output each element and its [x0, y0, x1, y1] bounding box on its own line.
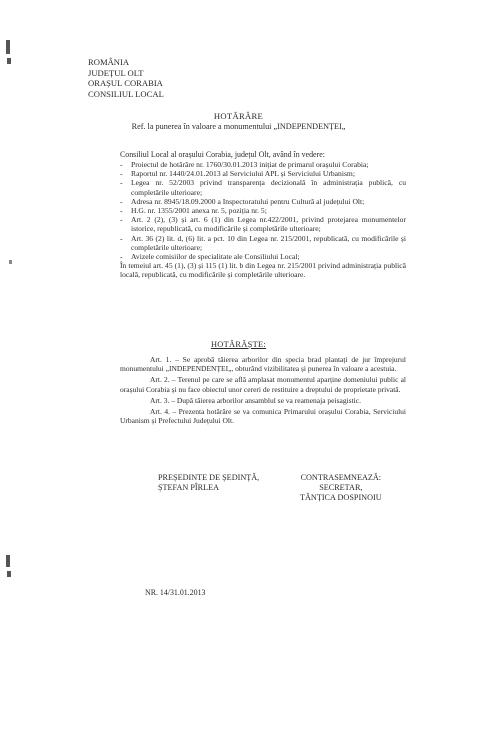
document-title: HOTĂRÂRE [213, 111, 264, 121]
list-dash: - [120, 252, 123, 262]
scan-mark [9, 260, 12, 264]
secretary-title: SECRETAR, [319, 483, 363, 492]
articles-section [120, 355, 406, 427]
consideration-item [120, 206, 406, 215]
legal-basis-text: În temeiul art. 45 (1), (3) și 115 (1) lit. b din Legea nr. 215/2001 privind administrația publică locală, republicată, cu modificările și completările ulterioare. [120, 261, 406, 280]
intro-text: Consiliul Local al orașului Corabia, județul Olt, având în vedere: [120, 150, 325, 159]
header-council: CONSILIUL LOCAL [88, 88, 164, 99]
list-dash: - [120, 233, 123, 243]
secretary-name: TĂNȚICA DOSPINOIU [300, 493, 382, 502]
consideration-text: Proiectul de hotărâre nr. 1760/30.01.2013 inițiat de primarul orașului Corabia; [131, 160, 369, 169]
list-dash: - [120, 178, 123, 188]
consideration-text: Art. 2 (2), (3) și art. 6 (1) din Legea nr.422/2001, privind protejarea monumentelor istorice, republicată, cu modificările și completările ulterioare; [131, 215, 406, 234]
consideration-text: Art. 36 (2) lit. d, (6) lit. a pct. 10 din Legea nr. 215/2001, republicată, cu modificările și completările ulterioare; [131, 233, 406, 252]
hole-punch-mark [6, 40, 10, 54]
article-4: Art. 4. – Prezenta hotărâre se va comunica Primarului orașului Corabia, Serviciului Urbanism și Prefectului Județului Olt. [120, 407, 406, 426]
signature-block-president [158, 473, 259, 493]
header-country: ROMÂNIA [88, 57, 130, 67]
article-3: Art. 3. – După tăierea arborilor ansamblul se va reamenaja peisagistic. [150, 395, 361, 405]
article-1: Art. 1. – Se aprobă tăierea arborilor din specia brad plantați de jur împrejurul monumentului „INDEPENDENȚEI„, obturând vizibilitatea și punerea în valoare a acestuia. [120, 355, 406, 374]
header-town: ORAȘUL CORABIA [88, 78, 163, 89]
consideration-text: Raportul nr. 1440/24.01.2013 al Serviciului APL și Serviciului Urbanism; [131, 169, 355, 179]
hole-punch-mark [7, 58, 11, 64]
president-role: PREȘEDINTE DE ȘEDINȚĂ, [158, 473, 260, 482]
consideration-item [120, 169, 406, 178]
list-dash: - [120, 160, 123, 169]
decision-heading: HOTĂRĂȘTE: [210, 340, 267, 349]
issuer-header [88, 57, 164, 99]
hole-punch-mark [6, 555, 10, 567]
consideration-item [120, 234, 406, 252]
considerations-list [120, 160, 406, 280]
article-2: Art. 2. – Terenul pe care se află amplasat monumentul aparține domeniului public al orașului Corabia și nu face obiectul unor cereri de restituire a dreptului de proprietate privată. [120, 375, 406, 394]
consideration-item [120, 160, 406, 169]
consideration-text: H.G. nr. 1355/2001 anexa nr. 5, poziția nr. 5; [131, 206, 267, 216]
consideration-item [120, 178, 406, 196]
header-county: JUDEȚUL OLT [88, 67, 144, 78]
signature-block-secretary [300, 473, 382, 503]
consideration-item [120, 197, 406, 206]
list-dash: - [120, 169, 123, 179]
consideration-text: Legea nr. 52/2003 privind transparența decizională în administrația publică, cu completările ulterioare; [131, 178, 406, 197]
list-dash: - [120, 215, 123, 225]
list-dash: - [120, 196, 123, 206]
document-subtitle: Ref. la punerea în valoare a monumentului „INDEPENDENȚEI„ [131, 122, 346, 131]
list-dash: - [120, 206, 123, 216]
hole-punch-mark [7, 571, 11, 577]
consideration-text: Adresa nr. 8945/18.09.2000 a Inspectoratului pentru Cultură al județului Olt; [131, 196, 365, 206]
president-name: ȘTEFAN PÎRLEA [158, 483, 220, 492]
document-number: NR. 14/31.01.2013 [145, 588, 206, 597]
countersign-label: CONTRASEMNEAZĂ: [300, 473, 382, 482]
consideration-item [120, 252, 406, 261]
consideration-text: Avizele comisiilor de specialitate ale Consiliului Local; [131, 252, 300, 262]
consideration-item [120, 215, 406, 233]
